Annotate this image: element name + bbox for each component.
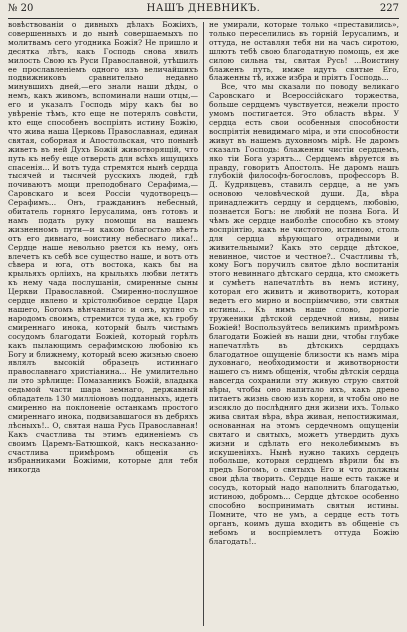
issue-number: № 20 <box>8 3 34 14</box>
column-divider <box>203 22 204 626</box>
header-rule <box>8 18 399 19</box>
page-number: 227 <box>379 3 399 14</box>
journal-title: НАШЪ ДНЕВНИКЪ. <box>146 3 261 14</box>
page-header <box>8 2 399 16</box>
left-column <box>8 21 198 627</box>
right-paragraph-1: не умирали, которые только «преставились», только переселились въ горнiй Iерусалимъ, и оттуда, не оставляя тебя ни на часъ сиротою, шлютъ тебѣ свою благодатную помощь, ея же силою сильна ты, святая Русь! ...Воистину блаженъ путь, имже идутъ святые Его, блаженны тѣ, ихже избра и прiятъ Господь... <box>209 21 399 83</box>
right-paragraph-2: Все, что мы сказали по поводу великаго Саровскаго и Всероссiйскаго торжества, больше сердцемъ чувствуется, нежели просто умомъ постигается. Это область вѣры. У сердца есть свои особенныя способности воспрiятiя невидимаго мiра, и эти способности живут въ нашемъ духовномъ мiрѣ. Не даромъ сказалъ Господь: блаженни чистiи сердцемъ, яко тiи Бога узрятъ... Сердцемъ вѣруется въ правду, говоритъ Апостолъ. Не даромъ нашъ глубокiй философъ-богословъ, профессоръ В. Д. Кудрявцевъ, ставилъ сердце, а не умъ основою человѣческой души. Да, вѣра принадлежитъ сердцу и сердцемъ, любовiю, познается Богъ: не любяй не позна Бога. И чѣмъ же сердце наиболѣе способно къ этому воспрiятiю, какъ не чистотою, истиною, столь для сердца вѣрующаго отрадными и живительными? Какъ это сердце дѣтское, невинное, чистое и честное?.. Счастливы тѣ, кому Богъ поручилъ святое дѣло воспитанiя этого невиннаго дѣтскаго сердца, кто сможетъ и сумѣетъ напечатлѣть въ немъ истину, которая его живитъ и животворитъ, которая ведетъ его мирно и воспрiимчиво, эти святыя истины... Къ нимъ наше слово, дорогiе труженики дѣтской сердечной нивы, нивы Божiей! Воспользуйтесь великимъ примѣромъ благодати Божiей въ наши дни, чтобы глубже напечатлѣть въ дѣтскихъ сердцахъ благодатное ощущенiе близости къ намъ мiра духовнаго, необходимости и животворности нашего съ нимъ общенiя, чтобы дѣтскiя сердца навсегда сохранили эту живую струю святой вѣры, чтобы оно напитало ихъ, какъ древо питаетъ жизнь свою изъ корня, и чтобы оно не изсякло до послѣдняго дня жизни ихъ. Только жива святая вѣра, вѣра живая, непостижимая, основанная на этомъ сердечномъ ощущенiи святаго и святыхъ, можетъ утвердить духъ жизни и сдѣлать его неколебимымъ въ искушенiяхъ. Нынѣ нужно такихъ сердецъ побольше, которыя сердцемъ вѣрили бы въ предъ Богомъ, о святыхъ Его и что должны свои дѣла творить. Сердце наше есть также и сосудъ, который надо наполнить благодатью, истиною, добромъ... Сердце дѣтское особенно способно воспринимать святыя истины. Помните, что не умъ, а сердце есть тотъ органъ, коимъ душа входитъ въ общенiе съ небомъ и воспрiемлетъ оттуда Божiю благодать!.. <box>209 82 399 546</box>
left-paragraph-1: вовѣствованiи о дивныхъ дѣлахъ Божiихъ, совершенныхъ и до нынѣ совершаемыхъ по молитвамъ сего угодника Божiя? Не пришло и десятка лѣтъ, какъ Господь снова явилъ милость Свою къ Руси Православной, утѣшилъ ее прославленiемъ одного изъ величайшихъ подвижниковъ сравнительно недавно минувшихъ дней,—его знали наши дѣды, о немъ, какъ живомъ, вспоминали наши отцы,—его и указалъ Господь мiру какъ бы во увѣренiе тѣмъ, кто еще не потерялъ совѣсти, кто еще способенъ воспрiять истину Божiю, что жива наша Церковь Православная, единая святая, соборная и Апостольская, что понынѣ живетъ въ ней Духъ Божiй животворящiй, что путь къ небу еще отверсть для всѣхъ ищущихъ спасенiя... И вотъ туда стремятся нынѣ сердца тысячей и тысячей русскихъ людей, гдѣ почиваютъ мощи преподобнаго Серафима,—Саровскаго и всея Россiи чудотворецъ—Серафимъ... Онъ, гражданинъ небесный, обитатель горняго Iерусалима, онъ готовъ и намъ подать руку помощи на нашемъ жизненномъ пути—и какою благостью вѣетъ отъ его дивнаго, воистину небеснаго лика!.. Сердце наше невольно рвется къ нему, онъ влечетъ къ себѣ все существо наше, и вотъ отъ сѣвера и юга, отъ востока, какъ бы на крыльяхъ орлiихъ, на крыльяхъ любви летятъ къ нему чада послушанiя, смиренные сыны Церкви Православной. Смиренно-послушное сердце явлено и хрiстолюбивое сердце Царя нашего, Богомъ вѣнчаннаго: и онъ, купно съ народомъ своимъ, стремится туда же, къ гробу смиреннаго инока, который былъ чистымъ сосудомъ благодати Божiей, который горѣлъ какъ пылающимъ серафимскою любовiю къ Богу и ближнему, который всею жизнью своею являлъ высокiй образецъ истиннаго православнаго христiанина... Не умилительно ли это зрѣлище: Помазанникъ Божiй, владыка седьмой части шара земнаго, державный обладатель 130 миллiоновъ подданныхъ, идетъ смиренно на поклоненiе останкамъ простого смиреннаго инока, подвизавшагося въ дебряхъ лѣсныхъ!.. О, святая наша Русь Православная! Какъ счастлива ты этимъ единенiемъ съ своимъ Царемъ-Батюшкой, какъ несказанно-счастлива примѣромъ общенiя съ избранниками Божiими, которые для тебя никогда <box>8 21 198 475</box>
right-column <box>209 21 399 627</box>
